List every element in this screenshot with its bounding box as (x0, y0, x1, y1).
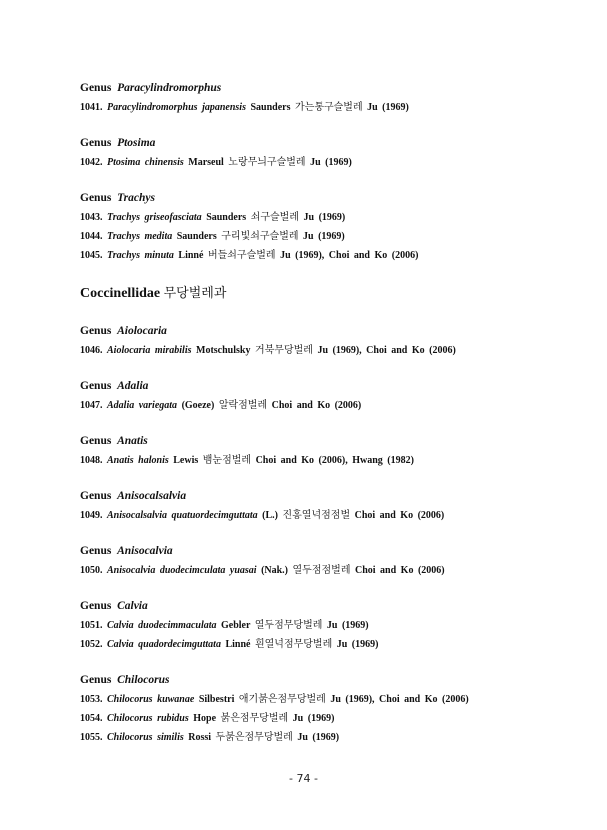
species-entry (80, 98, 590, 117)
species-name: Adalia variegata (107, 400, 178, 411)
korean-name: 뱀눈점벌레 (202, 455, 252, 466)
references: Ju (1969) (292, 713, 335, 724)
genus-block (80, 488, 590, 525)
species-author: Rossi (188, 732, 212, 743)
species-entry (80, 616, 590, 635)
genus-name: Calvia (117, 600, 148, 612)
entry-number: 1046. (80, 345, 103, 356)
species-name: Trachys griseofasciata (107, 212, 202, 223)
species-name: Aiolocaria mirabilis (107, 345, 192, 356)
references: Ju (1969), Choi and Ko (2006) (317, 345, 456, 356)
references: Ju (1969), Choi and Ko (2006) (330, 694, 469, 705)
genus-prefix: Genus (80, 600, 112, 612)
species-entry (80, 246, 590, 265)
korean-name: 거북무당벌레 (254, 345, 313, 356)
entry-number: 1041. (80, 102, 103, 113)
species-entry (80, 709, 590, 728)
korean-name: 쇠구슬벌레 (250, 212, 300, 223)
korean-name: 버들쇠구슬벌레 (207, 250, 276, 261)
family-heading (80, 285, 590, 303)
species-name: Anisocalsalvia quatuordecimguttata (107, 510, 258, 521)
species-author: (Goeze) (181, 400, 215, 411)
species-entry (80, 561, 590, 580)
genus-name: Trachys (117, 192, 155, 204)
species-author: Linné (178, 250, 204, 261)
species-entry (80, 153, 590, 172)
genus-name: Anisocalsalvia (117, 490, 187, 502)
species-author: Gebler (221, 620, 251, 631)
genus-name: Chilocorus (117, 674, 170, 686)
genus-prefix: Genus (80, 82, 112, 94)
korean-name: 두붉은점무당벌레 (215, 732, 293, 743)
korean-name: 붉은점무당벌레 (220, 713, 289, 724)
entry-number: 1052. (80, 639, 103, 650)
species-entry (80, 396, 590, 415)
korean-name: 알락점벌레 (218, 400, 268, 411)
species-name: Trachys medita (107, 231, 173, 242)
korean-name: 애기붉은점무당벌레 (238, 694, 326, 705)
species-author: Marseul (188, 157, 224, 168)
species-name: Paracylindromorphus japanensis (107, 102, 246, 113)
entry-number: 1053. (80, 694, 103, 705)
genus-prefix: Genus (80, 490, 112, 502)
entry-number: 1051. (80, 620, 103, 631)
korean-name: 구리빛쇠구슬벌레 (221, 231, 299, 242)
references: Ju (1969) (303, 231, 345, 242)
species-entry (80, 635, 590, 654)
genus-block (80, 378, 590, 415)
species-name: Chilocorus similis (107, 732, 184, 743)
korean-name: 노랑무늬구슬벌레 (228, 157, 306, 168)
references: Ju (1969), Choi and Ko (2006) (280, 250, 419, 261)
species-name: Anisocalvia duodecimculata yuasai (107, 565, 257, 576)
entry-number: 1042. (80, 157, 103, 168)
species-author: Saunders (206, 212, 247, 223)
species-name: Ptosima chinensis (107, 157, 184, 168)
genus-prefix: Genus (80, 674, 112, 686)
genus-name: Aiolocaria (117, 325, 167, 337)
genus-block (80, 672, 590, 747)
species-name: Calvia duodecimmaculata (107, 620, 217, 631)
genus-name: Paracylindromorphus (117, 82, 222, 94)
korean-name: 열두점점벌레 (292, 565, 351, 576)
page-number: - 74 - (289, 772, 318, 785)
entry-number: 1049. (80, 510, 103, 521)
family-latin: Coccinellidae (80, 286, 161, 301)
references: Ju (1969) (367, 102, 409, 113)
genus-block (80, 80, 590, 117)
genus-prefix: Genus (80, 545, 112, 557)
species-author: Linné (225, 639, 251, 650)
species-entry (80, 506, 590, 525)
genus-prefix: Genus (80, 435, 112, 447)
genus-title (80, 190, 590, 206)
references: Ju (1969) (310, 157, 352, 168)
species-author: (L.) (262, 510, 278, 521)
species-entry (80, 728, 590, 747)
genus-title (80, 80, 590, 96)
species-name: Anatis halonis (107, 455, 169, 466)
genus-name: Anisocalvia (117, 545, 173, 557)
entry-number: 1047. (80, 400, 103, 411)
korean-name: 가는통구슬벌레 (295, 102, 363, 113)
genus-block (80, 135, 590, 172)
genus-title (80, 672, 590, 688)
species-entry (80, 341, 590, 360)
genus-prefix: Genus (80, 325, 112, 337)
species-author: Saunders (250, 102, 291, 113)
species-author: Motschulsky (196, 345, 251, 356)
genus-block (80, 543, 590, 580)
genus-title (80, 378, 590, 394)
references: Choi and Ko (2006) (271, 400, 362, 411)
family-korean: 무당벌레과 (163, 286, 227, 301)
references: Ju (1969) (303, 212, 346, 223)
coccinellidae-genus-list (80, 323, 590, 747)
references: Choi and Ko (2006) (354, 565, 445, 576)
genus-block (80, 190, 590, 265)
references: Choi and Ko (2006) (354, 510, 445, 521)
genus-prefix: Genus (80, 137, 112, 149)
genus-block (80, 323, 590, 360)
species-name: Chilocorus kuwanae (107, 694, 195, 705)
species-entry (80, 227, 590, 246)
species-name: Calvia quadordecimguttata (107, 639, 221, 650)
species-author: Lewis (173, 455, 199, 466)
genus-title (80, 323, 590, 339)
entry-number: 1048. (80, 455, 103, 466)
species-entry (80, 451, 590, 470)
references: Choi and Ko (2006), Hwang (1982) (255, 455, 414, 466)
korean-name: 열두점무당벌레 (254, 620, 323, 631)
genus-prefix: Genus (80, 192, 112, 204)
genus-block (80, 433, 590, 470)
species-author: (Nak.) (261, 565, 289, 576)
genus-title (80, 543, 590, 559)
species-author: Silbestri (198, 694, 235, 705)
species-author: Hope (193, 713, 217, 724)
entry-number: 1045. (80, 250, 103, 261)
entry-number: 1050. (80, 565, 103, 576)
genus-title (80, 598, 590, 614)
genus-title (80, 135, 590, 151)
entry-number: 1044. (80, 231, 103, 242)
references: Ju (1969) (326, 620, 369, 631)
references: Ju (1969) (297, 732, 340, 743)
buprestidae-genus-list (80, 80, 590, 265)
genus-title (80, 433, 590, 449)
entry-number: 1054. (80, 713, 103, 724)
entry-number: 1055. (80, 732, 103, 743)
page-content (80, 80, 590, 747)
genus-prefix: Genus (80, 380, 112, 392)
species-name: Chilocorus rubidus (107, 713, 189, 724)
species-entry (80, 690, 590, 709)
korean-name: 흰열넉점무당벌레 (254, 639, 333, 650)
korean-name: 진홍열넉점점벌 (282, 510, 351, 521)
species-name: Trachys minuta (107, 250, 174, 261)
genus-name: Ptosima (117, 137, 156, 149)
genus-block (80, 598, 590, 654)
genus-title (80, 488, 590, 504)
species-author: Saunders (176, 231, 217, 242)
entry-number: 1043. (80, 212, 103, 223)
references: Ju (1969) (336, 639, 379, 650)
genus-name: Anatis (117, 435, 148, 447)
species-entry (80, 208, 590, 227)
genus-name: Adalia (117, 380, 149, 392)
